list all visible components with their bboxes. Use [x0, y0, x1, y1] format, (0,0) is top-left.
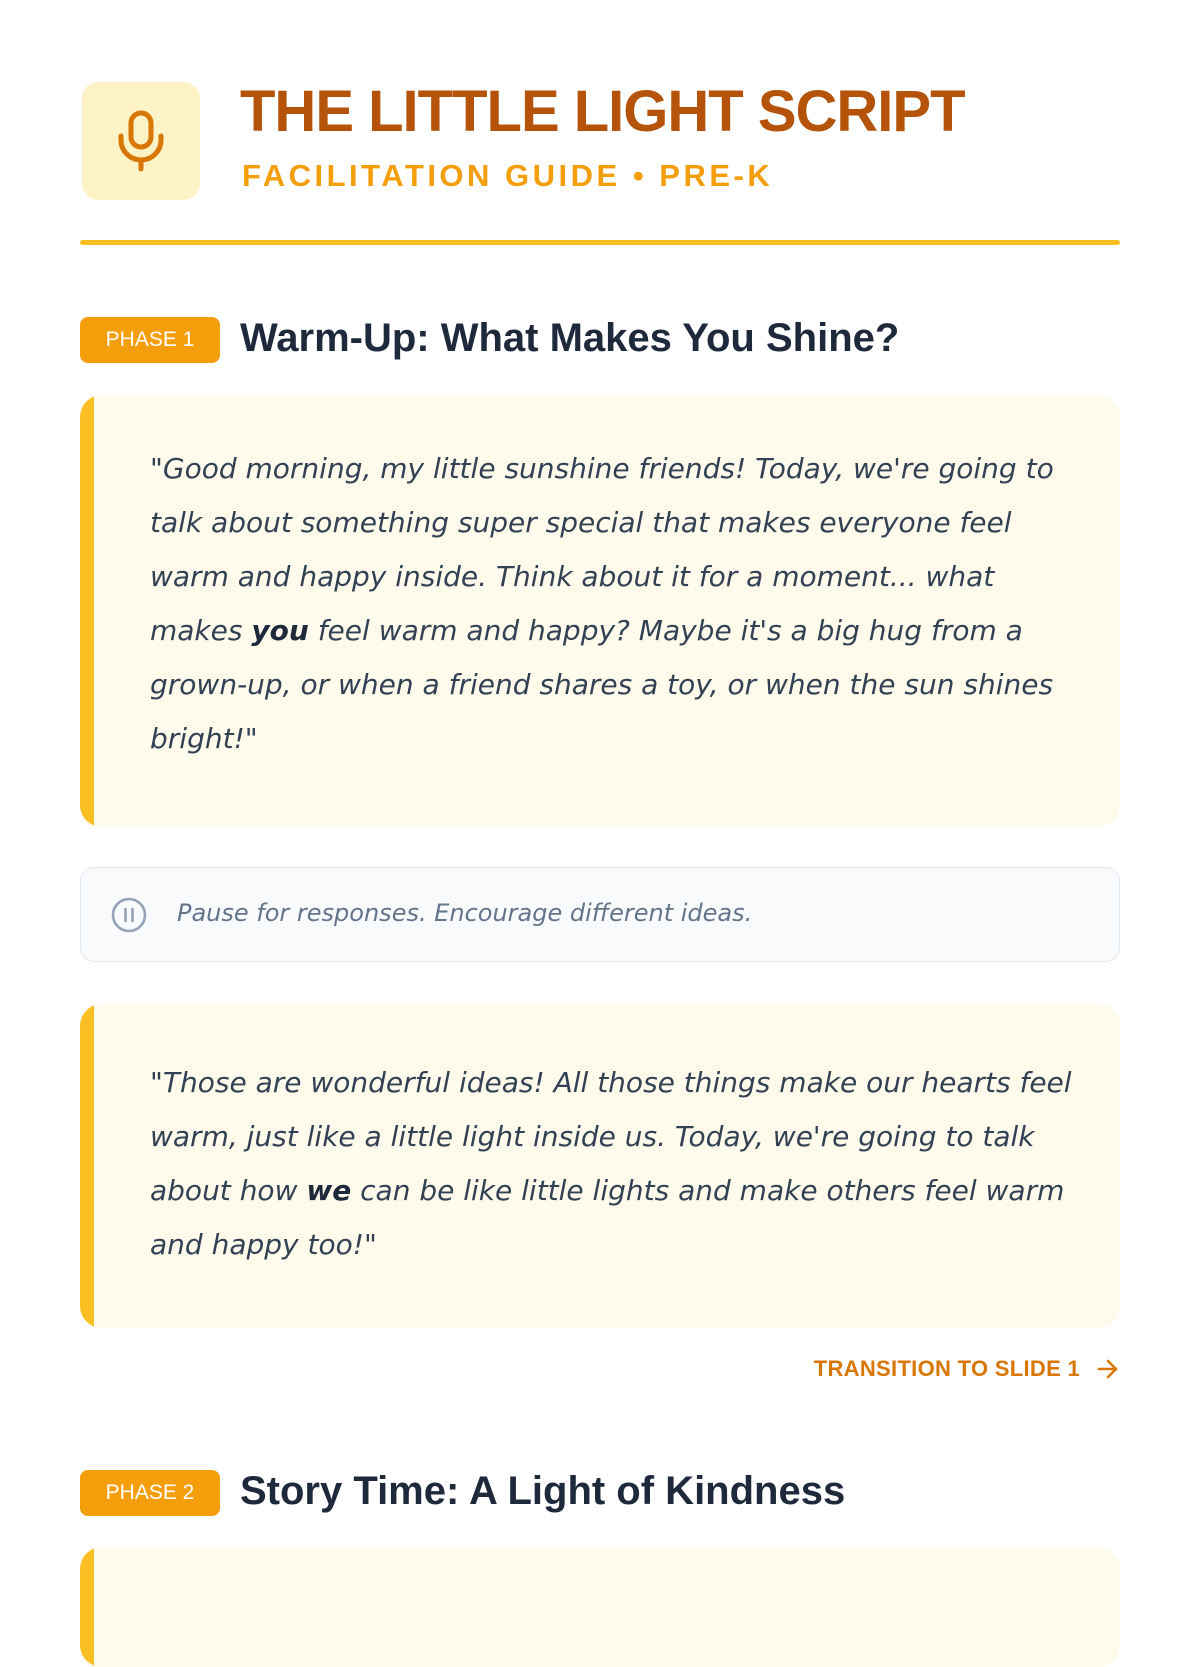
- phase-1-title: Warm-Up: What Makes You Shine?: [240, 316, 900, 360]
- script-card-2: [80, 1004, 1120, 1328]
- microphone-icon: [117, 110, 165, 172]
- transition-label: TRANSITION TO SLIDE 1: [813, 1356, 1080, 1381]
- arrow-right-icon: [1096, 1358, 1120, 1380]
- phase-2-badge: PHASE 2: [80, 1470, 220, 1516]
- header-divider: [80, 240, 1120, 245]
- page-title: THE LITTLE LIGHT SCRIPT: [240, 79, 965, 144]
- script-card-1: [80, 395, 1120, 827]
- script-emphasis: you: [251, 614, 309, 647]
- script-card-3: [80, 1547, 1120, 1667]
- page-subtitle: FACILITATION GUIDE • PRE-K: [242, 158, 774, 193]
- facilitator-note: [80, 867, 1120, 962]
- script-emphasis: we: [306, 1174, 352, 1207]
- script-text-2: "Those are wonderful ideas! All those things make our hearts feel warm, just like a little light inside us. Today, we're going to talk about how we can be like little lights and make others feel warm and happy too!": [150, 1066, 1072, 1261]
- phase-2-title: Story Time: A Light of Kindness: [240, 1469, 846, 1513]
- transition-link[interactable]: [814, 1356, 1120, 1382]
- header-icon-tile: [82, 82, 200, 200]
- script-text-1: "Good morning, my little sunshine friends! Today, we're going to talk about something super special that makes everyone feel warm and happy inside. Think about it for a moment... what makes you feel warm and happy? Maybe it's a big hug from a grown-up, or when a friend shares a toy, or when the sun shines bright!": [150, 452, 1054, 755]
- note-text: Pause for responses. Encourage different ideas.: [177, 899, 753, 927]
- pause-icon: [111, 897, 147, 933]
- phase-1-badge: PHASE 1: [80, 317, 220, 363]
